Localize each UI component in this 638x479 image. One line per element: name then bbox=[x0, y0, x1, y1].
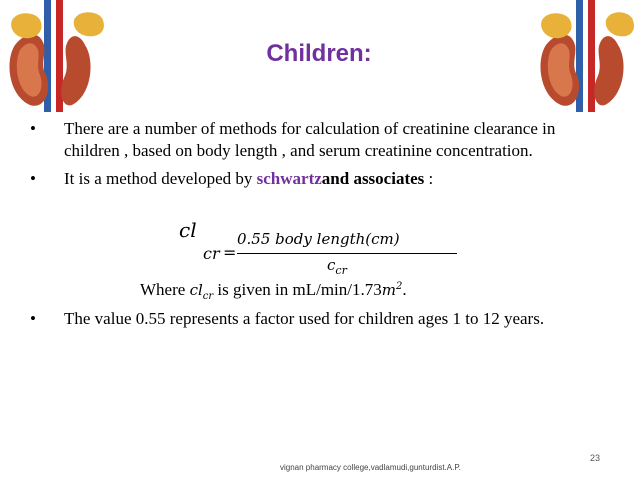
page-number: 23 bbox=[589, 453, 600, 463]
formula-fraction-bar bbox=[237, 253, 457, 254]
bullet-bold-suffix: and associates bbox=[321, 169, 425, 188]
where-unit: $m^2$ bbox=[381, 281, 403, 299]
bullet-item-2 bbox=[30, 168, 610, 190]
formula-lhs-sub: cr bbox=[203, 244, 220, 263]
where-end: . bbox=[402, 280, 407, 299]
where-prefix: Where bbox=[140, 280, 190, 299]
schwartz-highlight: schwartz bbox=[256, 169, 322, 188]
bullet-list-top bbox=[30, 118, 610, 196]
bullet-list-bottom bbox=[30, 308, 610, 336]
bullet-symbol: • bbox=[30, 309, 36, 328]
bullet-item-1 bbox=[30, 118, 610, 162]
formula-denominator-sub: cr bbox=[335, 264, 347, 277]
schwartz-formula bbox=[177, 218, 477, 278]
bullet-symbol: • bbox=[30, 119, 36, 138]
formula-denominator: $c_{cr}$ bbox=[327, 256, 347, 277]
formula-numerator: 0.55 body length(cm) bbox=[237, 230, 400, 248]
formula-lhs-main: cl bbox=[179, 218, 197, 242]
bullet-item-3 bbox=[30, 308, 610, 330]
where-middle: is given in mL/min/1.73 bbox=[213, 280, 382, 299]
where-line bbox=[140, 280, 407, 302]
bullet-text: There are a number of methods for calculation of creatinine clearance in children , based on body length , and serum creatinine concentration. bbox=[64, 119, 556, 160]
bullet-prefix: It is a method developed by bbox=[64, 169, 257, 188]
bullet-text: The value 0.55 represents a factor used for children ages 1 to 12 years. bbox=[64, 309, 545, 328]
slide-title: Children: bbox=[266, 40, 372, 67]
bullet-symbol: • bbox=[30, 169, 36, 188]
where-var: $cl_{cr}$ bbox=[189, 281, 214, 302]
footer-text: vignan pharmacy college,vadlamudi,gunturdist.A.P. bbox=[280, 463, 461, 472]
bullet-suffix: : bbox=[424, 169, 434, 188]
formula-equals: = bbox=[223, 243, 237, 262]
